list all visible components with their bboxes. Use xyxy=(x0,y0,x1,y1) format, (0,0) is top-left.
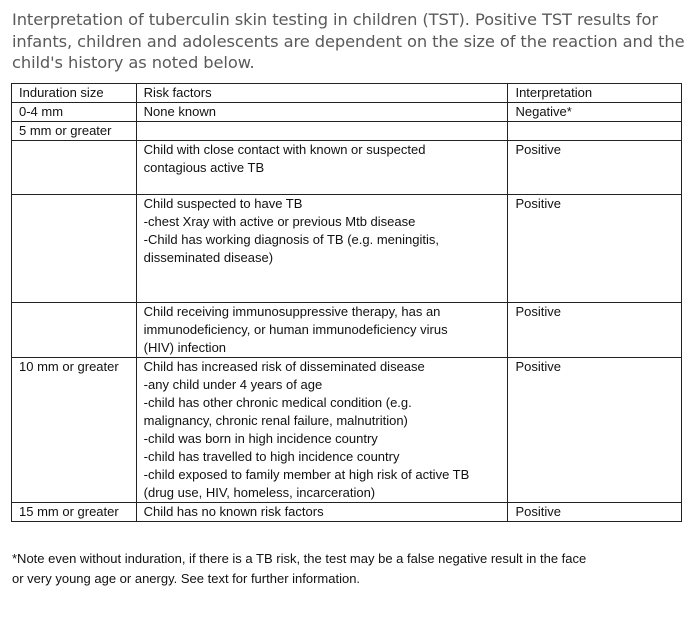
induration-size-cell xyxy=(12,303,137,358)
interpretation-cell: Positive xyxy=(508,195,682,303)
induration-size-cell: 10 mm or greater xyxy=(12,358,137,503)
interpretation-cell xyxy=(508,122,682,141)
risk-line: Child suspected to have TB xyxy=(143,196,303,211)
table-header-row xyxy=(12,84,682,103)
risk-line: -child has other chronic medical condition (e.g. xyxy=(143,395,412,410)
header-interpretation: Interpretation xyxy=(508,84,682,103)
table-row xyxy=(12,103,682,122)
risk-factors-cell xyxy=(136,358,508,503)
induration-size-cell: 0-4 mm xyxy=(12,103,137,122)
header-induration-size: Induration size xyxy=(12,84,137,103)
header-risk-factors: Risk factors xyxy=(136,84,508,103)
tst-interpretation-table xyxy=(11,83,682,522)
risk-factors-cell xyxy=(136,303,508,358)
intro-line: infants, children and adolescents are dependent on the size of the reaction and the xyxy=(12,31,685,51)
footnote xyxy=(12,549,692,589)
risk-line: Child has no known risk factors xyxy=(143,504,324,519)
risk-line: malignancy, chronic renal failure, malnutrition) xyxy=(143,413,408,428)
interpretation-cell: Positive xyxy=(508,358,682,503)
risk-line: Child has increased risk of disseminated disease xyxy=(143,359,425,374)
risk-line: -child has travelled to high incidence country xyxy=(143,449,400,464)
risk-line: -child was born in high incidence country xyxy=(143,431,378,446)
risk-factors-cell xyxy=(136,141,508,195)
intro-paragraph xyxy=(12,9,692,74)
intro-line: child's history as noted below. xyxy=(12,53,255,72)
table-row xyxy=(12,358,682,503)
intro-line: Interpretation of tuberculin skin testing in children (TST). Positive TST results for xyxy=(12,10,658,29)
risk-line: -Child has working diagnosis of TB (e.g. meningitis, xyxy=(143,232,439,247)
risk-line: immunodeficiency, or human immunodeficiency virus xyxy=(143,322,448,337)
risk-line: -chest Xray with active or previous Mtb disease xyxy=(143,214,416,229)
interpretation-cell: Positive xyxy=(508,303,682,358)
risk-line: (drug use, HIV, homeless, incarceration) xyxy=(143,485,376,500)
interpretation-cell: Positive xyxy=(508,503,682,522)
interpretation-cell: Negative* xyxy=(508,103,682,122)
risk-line: Child with close contact with known or suspected xyxy=(143,142,426,157)
table-row xyxy=(12,122,682,141)
risk-factors-cell xyxy=(136,503,508,522)
induration-size-cell xyxy=(12,195,137,303)
footnote-line: *Note even without induration, if there is a TB risk, the test may be a false negative result in the face xyxy=(12,551,587,566)
risk-line: -child exposed to family member at high risk of active TB xyxy=(143,467,470,482)
risk-line: disseminated disease) xyxy=(143,250,274,265)
table-row xyxy=(12,195,682,303)
risk-line: -any child under 4 years of age xyxy=(143,377,323,392)
interpretation-cell: Positive xyxy=(508,141,682,195)
risk-line: contagious active TB xyxy=(143,160,265,175)
table-row xyxy=(12,141,682,195)
risk-factors-cell xyxy=(136,103,508,122)
footnote-line: or very young age or anergy. See text for further information. xyxy=(12,571,361,586)
risk-line: Child receiving immunosuppressive therapy, has an xyxy=(143,304,441,319)
risk-factors-cell xyxy=(136,195,508,303)
induration-size-cell: 15 mm or greater xyxy=(12,503,137,522)
table-row xyxy=(12,303,682,358)
table-row xyxy=(12,503,682,522)
risk-line: None known xyxy=(143,104,216,119)
risk-line: (HIV) infection xyxy=(143,340,227,355)
induration-size-cell: 5 mm or greater xyxy=(12,122,137,141)
risk-factors-cell xyxy=(136,122,508,141)
induration-size-cell xyxy=(12,141,137,195)
